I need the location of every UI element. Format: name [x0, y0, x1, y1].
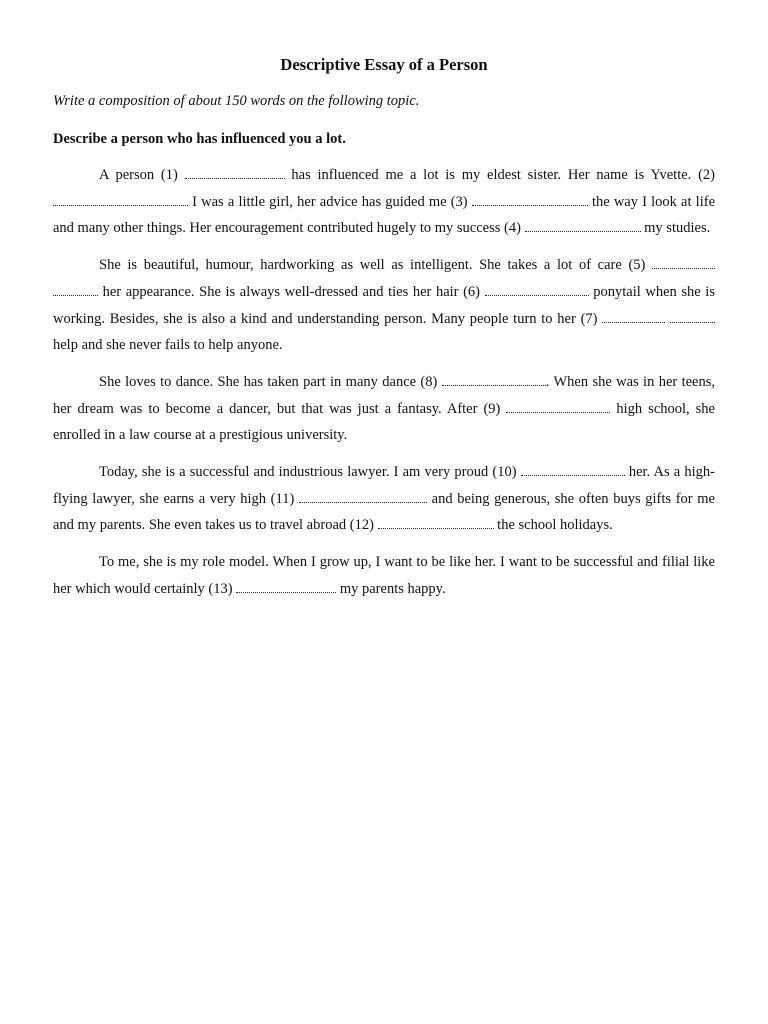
answer-blank-11[interactable]: [299, 491, 427, 503]
topic-text: Describe a person who has influenced you a lot.: [53, 131, 346, 147]
paragraph-text: I was a little girl, her advice has guided me (3): [188, 193, 472, 210]
paragraph-text: and being generous, she often buys gifts for me and my parents. She even takes us to travel abroad (12): [53, 490, 715, 534]
essay-title: Descriptive Essay of a Person: [280, 55, 488, 74]
answer-blank-4[interactable]: [525, 220, 641, 232]
instruction-text: Write a composition of about 150 words on the following topic.: [53, 93, 420, 109]
paragraph-text: the way I look at life and many other things. Her encouragement contributed hugely to my success (4): [53, 193, 715, 237]
paragraph-text: high school, she enrolled in a law course at a prestigious university.: [53, 400, 715, 444]
answer-blank-8[interactable]: [442, 374, 546, 386]
answer-blank-9[interactable]: [506, 401, 610, 413]
paragraph-text: She is beautiful, humour, hardworking as well as intelligent. She takes a lot of care (5): [99, 257, 652, 274]
paragraph-3: [53, 369, 715, 449]
answer-blank-6[interactable]: [485, 284, 589, 296]
paragraph-text: She loves to dance. She has taken part in many dance (8): [99, 373, 442, 390]
paragraph-text: Today, she is a successful and industrious lawyer. I am very proud (10): [99, 464, 521, 481]
paragraph-text: the school holidays.: [493, 517, 613, 534]
paragraph-text: has influenced me a lot is my eldest sister. Her name is Yvette. (2): [284, 167, 715, 183]
worksheet-page: [53, 52, 715, 603]
paragraph-text: her. As a high-flying lawyer, she earns a very high (11): [53, 464, 715, 507]
answer-blank-12[interactable]: [378, 517, 494, 529]
answer-blank-1[interactable]: [185, 167, 285, 179]
answer-blank-5-continued[interactable]: [53, 284, 98, 296]
answer-blank-3[interactable]: [472, 194, 588, 206]
paragraph-text: her appearance. She is always well-dressed and ties her hair (6): [98, 283, 485, 300]
answer-blank-13[interactable]: [236, 581, 336, 593]
paragraph-text: help and she never fails to help anyone.: [53, 337, 283, 354]
paragraph-1: [53, 162, 715, 242]
paragraph-5: [53, 549, 715, 602]
answer-blank-7-continued[interactable]: [670, 311, 715, 323]
answer-blank-7[interactable]: [602, 311, 665, 323]
answer-blank-2[interactable]: [53, 194, 188, 206]
paragraph-2: [53, 252, 715, 359]
answer-blank-10[interactable]: [521, 464, 625, 476]
paragraph-text: ponytail when she is working. Besides, she is also a kind and understanding person. Many people turn to her (7): [53, 283, 715, 327]
paragraph-text: my parents happy.: [336, 580, 446, 597]
paragraph-text: A person (1): [99, 167, 185, 183]
paragraph-text: . When she was in her teens, her dream was to become a dancer, but that was just a fantasy. After (9): [53, 373, 715, 417]
paragraph-text: my studies.: [640, 220, 711, 237]
paragraph-text: To me, she is my role model. When I grow up, I want to be like her. I want to be successful and filial like her which would certainly (13): [53, 554, 715, 597]
answer-blank-5[interactable]: [652, 257, 715, 269]
paragraph-4: [53, 459, 715, 539]
